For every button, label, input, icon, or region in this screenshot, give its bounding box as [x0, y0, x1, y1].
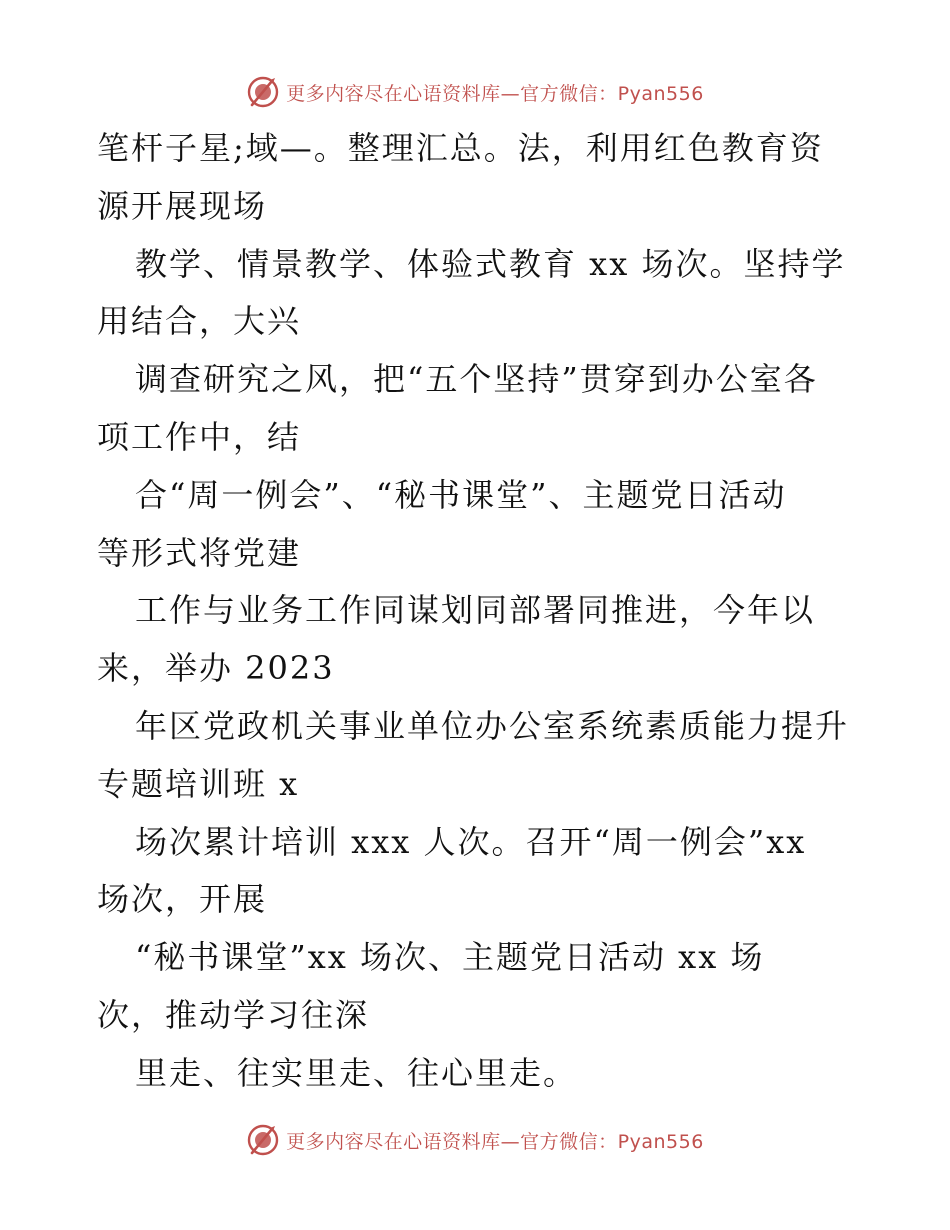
body-line-5: 调查研究之风，把“五个坚持”贯穿到办公室各: [135, 360, 818, 399]
document-body: [97, 120, 857, 1103]
body-line-15: “秘书课堂”xx 场次、主题党日活动 xx 场: [135, 938, 765, 977]
body-line-8: 等形式将党建: [97, 533, 302, 572]
body-line-9: 工作与业务工作同谋划同部署同推进，今年以: [135, 591, 816, 630]
body-line-2: 源开展现场: [97, 186, 268, 225]
body-line-11: 年区党政机关事业单位办公室系统素质能力提升: [135, 706, 850, 745]
header-wechat-id: Pyan556: [617, 82, 704, 105]
footer-watermark-banner: [0, 1120, 950, 1160]
footer-watermark-text: 更多内容尽在心语资料库—官方微信：Pyan556: [286, 1130, 704, 1153]
body-line-13: 场次累计培训 xxx 人次。召开“周一例会”xx: [135, 822, 807, 861]
body-line-10: 来，举办 2023: [97, 649, 335, 688]
red-quill-seal-icon: [246, 1123, 280, 1157]
body-line-1: 笔杆子星;域—。整理汇总。法，利用红色教育资: [97, 129, 824, 167]
header-watermark-banner: [0, 72, 950, 112]
body-line-6: 项工作中，结: [97, 417, 302, 456]
body-line-3: 教学、情景教学、体验式教育 xx 场次。坚持学: [135, 244, 846, 283]
body-line-12: 专题培训班 x: [97, 764, 300, 803]
body-line-16: 次，推动学习往深: [97, 995, 370, 1034]
body-line-17: 里走、往实里走、往心里走。: [135, 1053, 578, 1092]
body-line-7: 合“周一例会”、“秘书课堂”、主题党日活动: [135, 475, 787, 514]
footer-wechat-id: Pyan556: [617, 1130, 704, 1153]
body-line-4: 用结合，大兴: [97, 302, 302, 341]
red-quill-seal-icon: [246, 75, 280, 109]
body-line-14: 场次，开展: [97, 880, 268, 919]
header-watermark-text: 更多内容尽在心语资料库—官方微信：Pyan556: [286, 82, 704, 105]
